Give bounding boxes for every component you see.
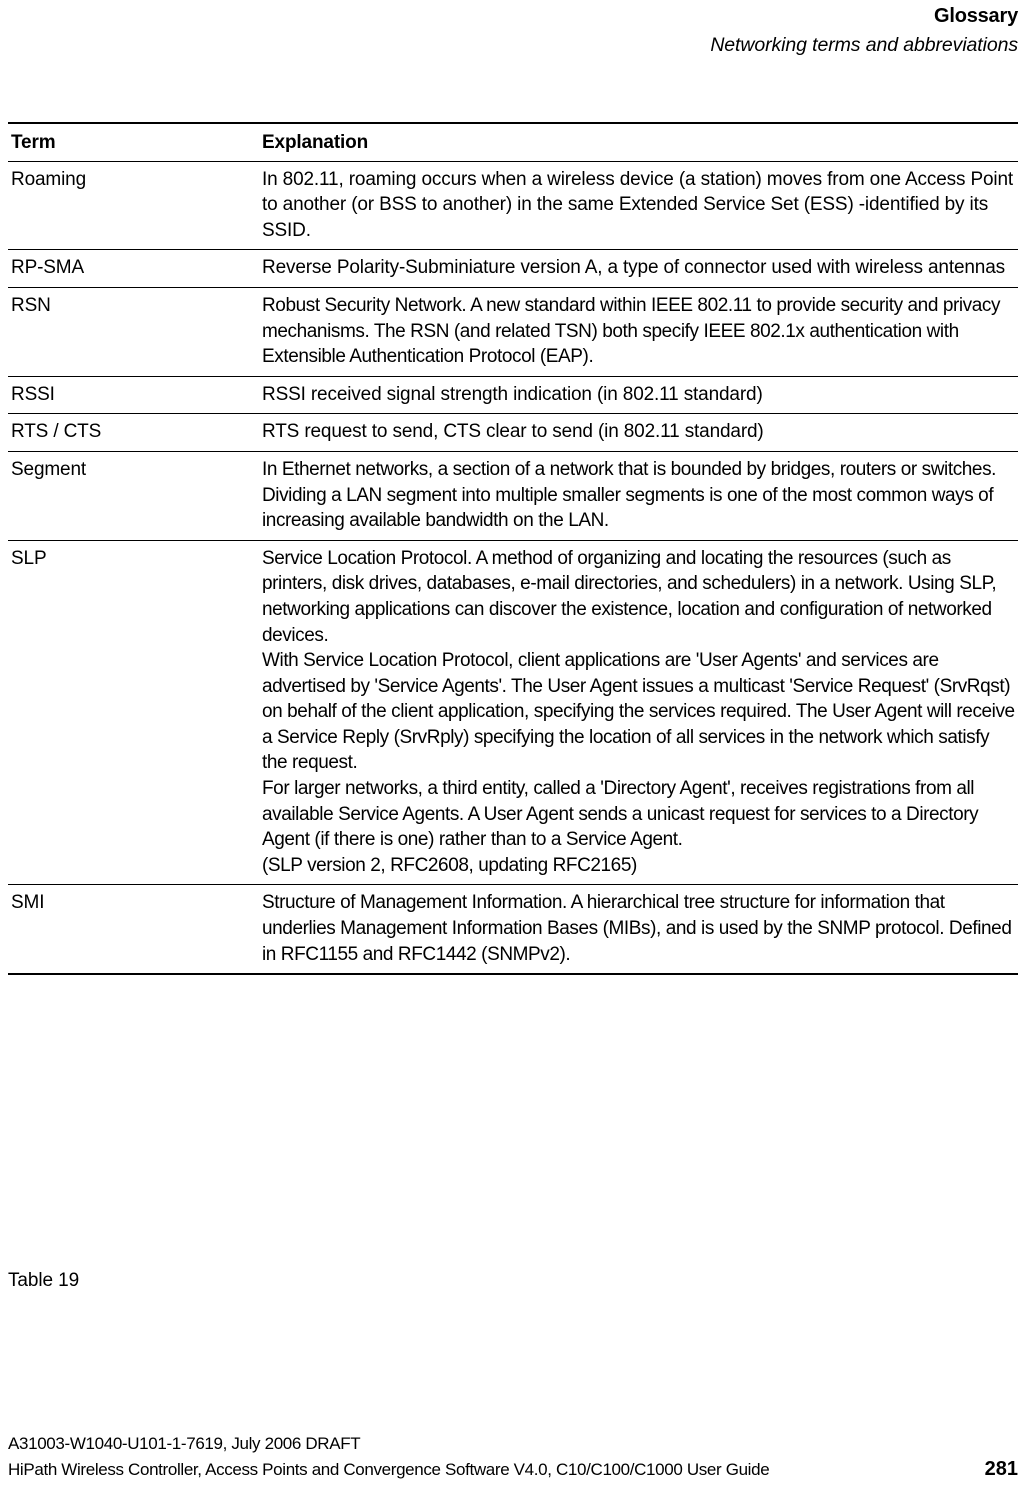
footer-document-number: A31003-W1040-U101-1-7619, July 2006 DRAFT — [8, 1434, 361, 1453]
table-row — [8, 451, 1018, 540]
explanation-paragraph: In Ethernet networks, a section of a network that is bounded by bridges, routers or switches. Dividing a LAN segment into multiple smaller segments is one of the most common ways of increasing available bandwidth on the LAN. — [262, 458, 997, 532]
explanation-cell — [260, 451, 1018, 540]
explanation-paragraph: RSSI received signal strength indication (in 802.11 standard) — [262, 383, 763, 405]
explanation-cell — [260, 287, 1018, 376]
table-header-row — [8, 123, 1018, 161]
term-cell: Roaming — [8, 161, 260, 250]
page-footer — [8, 1432, 1018, 1482]
page-header — [0, 0, 1036, 58]
table-row — [8, 540, 1018, 885]
table-row — [8, 885, 1018, 974]
table-row — [8, 250, 1018, 288]
page-subtitle: Networking terms and abbreviations — [710, 34, 1018, 56]
explanation-cell — [260, 540, 1018, 885]
term-cell: SMI — [8, 885, 260, 974]
page-title: Glossary — [933, 5, 1018, 27]
explanation-cell — [260, 250, 1018, 288]
explanation-paragraph: Service Location Protocol. A method of organizing and locating the resources (such as printers, disk drives, databases, e-mail directories, and schedulers) in a network. Using SLP, networking applications can discover the existence, location and configuration of networked devices. — [262, 547, 997, 646]
column-header-explanation: Explanation — [260, 123, 1018, 161]
explanation-cell — [260, 885, 1018, 974]
table-body — [8, 161, 1018, 974]
table-caption: Table 19 — [8, 1270, 80, 1291]
explanation-cell — [260, 414, 1018, 452]
explanation-cell — [260, 161, 1018, 250]
footer-guide-title: HiPath Wireless Controller, Access Points and Convergence Software V4.0, C10/C100/C1000 User Guide — [8, 1460, 770, 1479]
glossary-table — [8, 122, 1018, 975]
term-cell: RSN — [8, 287, 260, 376]
term-cell: SLP — [8, 540, 260, 885]
term-cell: RSSI — [8, 376, 260, 414]
footer-guide-row — [8, 1457, 1018, 1482]
table-row — [8, 287, 1018, 376]
table-row — [8, 376, 1018, 414]
explanation-paragraph: (SLP version 2, RFC2608, updating RFC2165) — [262, 854, 637, 876]
table-header — [8, 123, 1018, 161]
explanation-paragraph: For larger networks, a third entity, called a 'Directory Agent', receives registrations from all available Service Agents. A User Agent sends a unicast request for services to a Directory Agent (if there is one) rather than to a Service Agent. — [262, 778, 979, 851]
term-cell: RP-SMA — [8, 250, 260, 288]
explanation-paragraph: RTS request to send, CTS clear to send (in 802.11 standard) — [262, 421, 764, 443]
explanation-paragraph: With Service Location Protocol, client applications are 'User Agents' and services are advertised by 'Service Agents'. The User Agent issues a multicast 'Service Request' (SrvRqst) on behalf of the client application, specifying the services required. The User Agent will receive a Service Reply (SrvRply) specifying the location of all services in the network which satisfy the request. — [262, 650, 1015, 774]
explanation-paragraph: Robust Security Network. A new standard within IEEE 802.11 to provide security and privacy mechanisms. The RSN (and related TSN) both specify IEEE 802.1x authentication with Extensible Authentication Protocol (EAP). — [262, 294, 1001, 368]
table-row — [8, 161, 1018, 250]
explanation-paragraph: Structure of Management Information. A hierarchical tree structure for information that underlies Management Information Bases (MIBs), and is used by the SNMP protocol. Defined in RFC1155 and RFC1442 (SNMPv2). — [262, 892, 1012, 965]
term-cell: RTS / CTS — [8, 414, 260, 452]
table-row — [8, 414, 1018, 452]
footer-page-number: 281 — [984, 1458, 1018, 1480]
explanation-paragraph: Reverse Polarity-Subminiature version A, a type of connector used with wireless antennas — [262, 257, 1005, 279]
explanation-cell — [260, 376, 1018, 414]
column-header-term: Term — [8, 123, 260, 161]
term-cell: Segment — [8, 451, 260, 540]
explanation-paragraph: In 802.11, roaming occurs when a wireless device (a station) moves from one Access Point to another (or BSS to another) in the same Extended Service Set (ESS) -identified by its SSID. — [262, 168, 1014, 241]
